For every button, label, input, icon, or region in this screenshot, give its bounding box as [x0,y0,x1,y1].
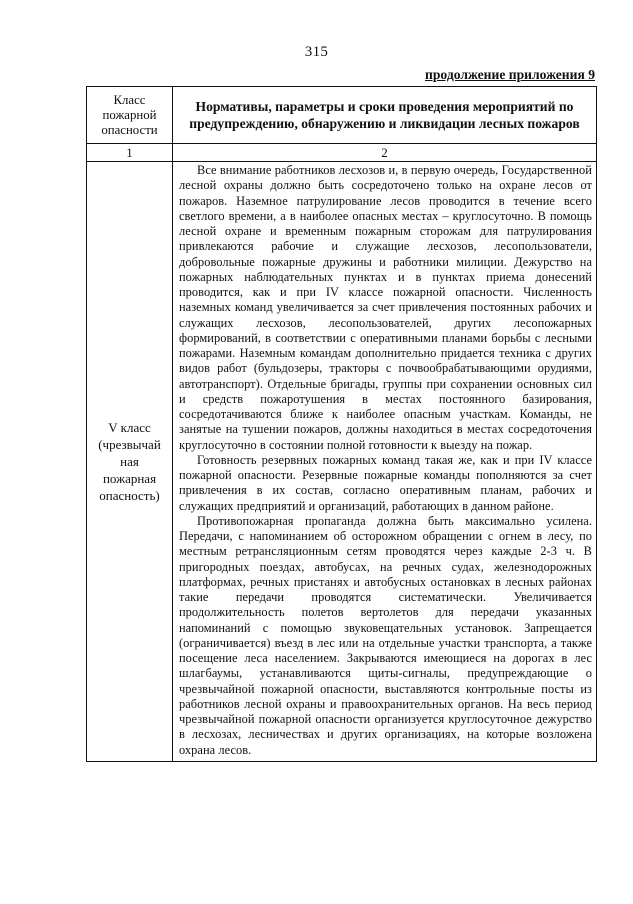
header-class-line: опасности [101,122,158,137]
measures-paragraph-reserve: Готовность резервных пожарных команд такая же, как и при IV классе пожарной опасности. Резервные пожарные команды пополняются за счет привлечения в их состав, согласно оперативным планам, рабочих и служащих предприятий и организаций, работающих в данном районе. [179,452,592,513]
table-row [87,162,597,762]
class-label-line: V класс [108,419,151,435]
measures-paragraph-patrol: Все внимание работников лесхозов и, в первую очередь, Государственной лесной охраны должно быть сосредоточено только на охране лесов от пожаров. Наземное патрулирование лесов проводится в течение всего светлого времени, а в наиболее опасных местах – круглосуточно. В помощь лесной охране и временным пожарным сторожам для патрулирования привлекаются рабочие и служащие лесхозов, лесопользователи, добровольные пожарные дружины и работники милиции. Дежурство на пожарных наблюдательных пунктах и в пунктах приема донесений проводится, как и при IV классе пожарной опасности. Численность наземных команд увеличивается за счет привлечения постоянных рабочих и служащих лесхозов, лесопользователей, других лесопожарных формирований, в соответствии с оперативными планами борьбы с лесными пожарами. Наземным командам дополнительно придается техника с других видов работ (бульдозеры, тракторы с почвообрабатывающими орудиями, автотранспорт). Отдельные бригады, группы при сохранении основных сил и средств пожаротушения в местах постоянного базирования, сосредотачиваются ближе к наиболее опасным участкам. Команды, не занятые на тушении пожаров, должны находиться в местах сосредоточения круглосуточно в состоянии полной готовности к выезду на пожар. [179,163,592,452]
class-label-line: ная [120,453,139,469]
header-class-cell [87,87,173,144]
header-norms-cell [173,87,597,144]
class-cell [87,162,173,762]
column-number-2: 2 [173,144,597,162]
class-label-line: (чрезвычай [98,436,161,452]
column-number-1: 1 [87,144,173,162]
fire-danger-table [86,86,597,762]
page-number: 315 [304,44,329,60]
header-class-line: Класс [113,92,146,107]
header-class-line: пожарной [102,107,157,122]
header-row [87,87,597,144]
measures-cell [173,162,597,762]
column-number-row [87,144,597,162]
header-norms-text: Нормативы, параметры и сроки проведения мероприятий по предупреждению, обнаружению и ликвидации лесных пожаров [189,99,580,131]
class-label-line: опасность) [99,487,160,503]
continuation-label: продолжение приложения 9 [425,67,595,82]
class-label-line: пожарная [102,470,157,486]
measures-paragraph-propaganda: Противопожарная пропаганда должна быть максимально усилена. Передачи, с напоминанием об осторожном обращении с огнем в лесу, по местным ретрансляционным сетям проводятся через каждые 2-3 ч. В пригородных поездах, автобусах, на речных судах, железнодорожных платформах, речных пристанях и автобусных остановках в лесных районах такие передачи проводятся систематически. Увеличивается продолжительность полетов вертолетов для передачи указанных напоминаний с помощью звуковещательных установок. Запрещается (ограничивается) въезд в лес или на отдельные участки транспорта, а также посещение леса населением. Закрываются имеющиеся на дорогах в лес шлагбаумы, устанавливаются щиты-сигналы, предупреждающие о чрезвычайной пожарной опасности, выставляются контрольные посты из работников лесной охраны и правоохранительных органов. На весь период чрезвычайной пожарной опасности организуется круглосуточное дежурство в лесхозах, лесничествах и других организациях, на которые возложена охрана лесов. [179,513,592,757]
